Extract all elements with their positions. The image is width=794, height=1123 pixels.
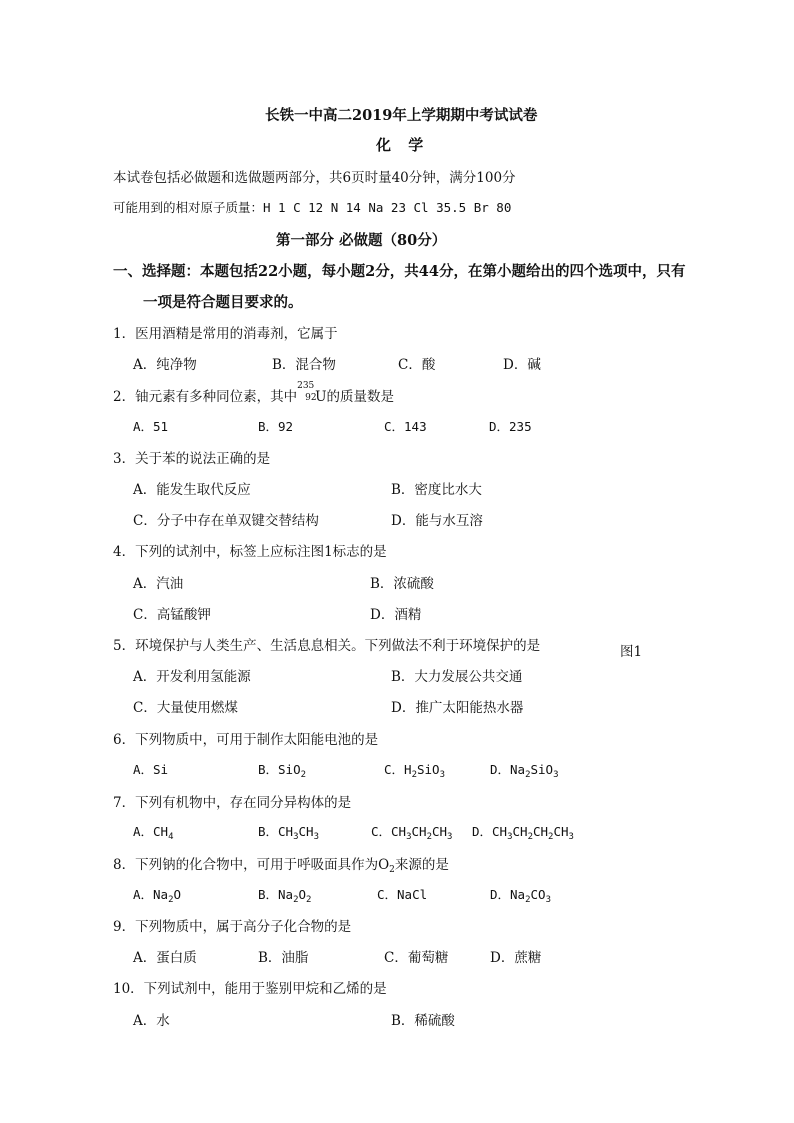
uranium-isotope-notation xyxy=(297,381,317,403)
atomic-mass-line: 可能用到的相对原子质量：H 1 C 12 N 14 Na 23 Cl 35.5 Br 80 xyxy=(113,200,512,215)
isotope-mass-number: 235 xyxy=(297,381,315,391)
question-5-stem: 5．环境保护与人类生产、生活息息相关。下列做法不利于环境保护的是 xyxy=(113,638,541,654)
question-5-option-a: A．开发利用氢能源 xyxy=(133,669,251,685)
question-10-option-a: A．水 xyxy=(133,1013,170,1029)
question-5-option-c: C．大量使用燃煤 xyxy=(133,700,238,716)
question-7-option-b: B．$CH_3CH_3$ xyxy=(258,824,319,842)
question-7-option-d: D．$CH_3CH_2CH_2CH_3$ xyxy=(472,824,574,842)
question-2-option-a: A．51 xyxy=(133,419,169,434)
question-8-stem: 8．下列钠的化合物中，可用于呼吸面具作为$O_2$来源的是 xyxy=(113,857,449,875)
question-7-option-a: A．$CH_4$ xyxy=(133,824,174,842)
question-3-stem: 3．关于苯的说法正确的是 xyxy=(113,451,271,467)
figure-1-label: 图1 xyxy=(620,644,643,660)
intro-line: 本试卷包括必做题和选做题两部分，共6页时量40分钟，满分100分 xyxy=(113,170,516,186)
question-9-stem: 9．下列物质中，属于高分子化合物的是 xyxy=(113,919,352,935)
question-8-option-a: A．$Na_2O$ xyxy=(133,887,182,905)
section-instruction-line2: 一项是符合题目要求的。 xyxy=(143,294,303,311)
question-4-option-a: A．汽油 xyxy=(133,576,184,592)
question-4-option-b: B．浓硫酸 xyxy=(370,576,434,592)
question-3-option-c: C．分子中存在单双键交替结构 xyxy=(133,513,319,529)
question-3-option-d: D．能与水互溶 xyxy=(391,513,483,529)
question-4-option-d: D．酒精 xyxy=(370,607,422,623)
question-3-option-a: A．能发生取代反应 xyxy=(133,482,251,498)
question-2-option-d: D．235 xyxy=(489,419,532,434)
question-6-option-d: D．$Na_2SiO_3$ xyxy=(490,762,559,780)
question-2-stem-after: 的质量数是 xyxy=(326,389,394,405)
question-3-option-b: B．密度比水大 xyxy=(391,482,482,498)
subject-title: 化 学 xyxy=(376,136,430,154)
question-8-option-c: C．NaCl xyxy=(377,887,428,902)
question-7-option-c: C．$CH_3CH_2CH_3$ xyxy=(371,824,453,842)
question-10-option-b: B．稀硫酸 xyxy=(391,1013,455,1029)
question-8-option-d: D．$Na_2CO_3$ xyxy=(490,887,551,905)
question-5-option-b: B．大力发展公共交通 xyxy=(391,669,523,685)
isotope-atomic-number: 92 xyxy=(305,393,317,403)
question-6-option-b: B．SiO$_2$ xyxy=(258,762,307,780)
question-6-stem: 6．下列物质中，可用于制作太阳能电池的是 xyxy=(113,732,379,748)
question-4-stem: 4．下列的试剂中，标签上应标注图1标志的是 xyxy=(113,544,387,560)
question-7-stem: 7．下列有机物中，存在同分异构体的是 xyxy=(113,795,352,811)
question-9-option-b: B．油脂 xyxy=(258,950,309,966)
question-2-stem-before: 2．铀元素有多种同位素，其中 xyxy=(113,389,298,405)
question-6-option-c: C．$H_2SiO_3$ xyxy=(384,762,445,780)
isotope-symbol: U xyxy=(315,389,327,405)
question-1-option-d: D．碱 xyxy=(503,357,541,373)
question-1-option-a: A．纯净物 xyxy=(133,357,197,373)
part-one-heading: 第一部分 必做题（80分） xyxy=(276,232,447,249)
question-9-option-d: D．蔗糖 xyxy=(490,950,542,966)
question-1-option-b: B．混合物 xyxy=(272,357,336,373)
question-10-stem: 10．下列试剂中，能用于鉴别甲烷和乙烯的是 xyxy=(113,981,387,997)
question-5-option-d: D．推广太阳能热水器 xyxy=(391,700,524,716)
question-2-option-c: C．143 xyxy=(384,419,427,434)
question-9-option-c: C．葡萄糖 xyxy=(384,950,449,966)
question-2-option-b: B．92 xyxy=(258,419,294,434)
question-1-option-c: C．酸 xyxy=(398,357,436,373)
question-9-option-a: A．蛋白质 xyxy=(133,950,197,966)
question-2-stem xyxy=(113,381,394,405)
question-1-stem: 1．医用酒精是常用的消毒剂，它属于 xyxy=(113,326,338,342)
question-6-option-a: A．Si xyxy=(133,762,169,777)
section-instruction-line1: 一、选择题：本题包括22小题，每小题2分，共44分，在第小题给出的四个选项中，只有 xyxy=(113,263,686,280)
question-4-option-c: C．高锰酸钾 xyxy=(133,607,211,623)
exam-title: 长铁一中高二2019年上学期期中考试试卷 xyxy=(265,107,538,124)
question-8-option-b: B．$Na_2O_2$ xyxy=(258,887,312,905)
